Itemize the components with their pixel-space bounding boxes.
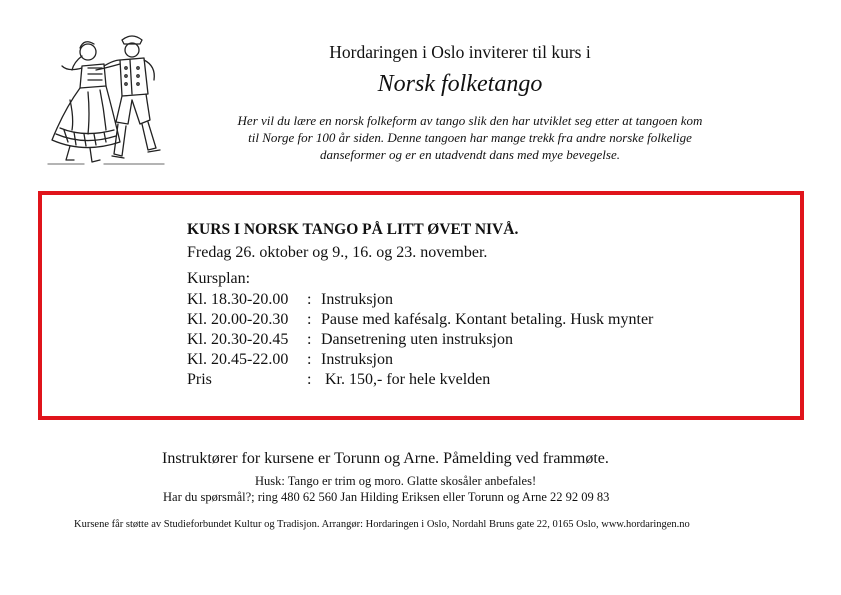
folk-dancers-icon (44, 30, 192, 172)
schedule-description: Pause med kafésalg. Kontant betaling. Husk mynter (321, 311, 654, 328)
intro-line: til Norge for 100 år siden. Denne tangoen har mange trekk fra andre norske folkelige (248, 130, 692, 145)
schedule-separator: : (307, 291, 312, 308)
invitation-line: Hordaringen i Oslo inviterer til kurs i (329, 42, 591, 62)
schedule-time: Kl. 20.30-20.45 (187, 331, 289, 348)
schedule-time: Kl. 20.00-20.30 (187, 311, 289, 328)
instructors-line: Instruktører for kursene er Torunn og Arne. Påmelding ved frammøte. (162, 450, 609, 467)
course-dates: Fredag 26. oktober og 9., 16. og 23. november. (187, 244, 488, 261)
schedule-label: Kursplan: (187, 270, 251, 287)
schedule-description: Dansetrening uten instruksjon (321, 331, 513, 348)
schedule-separator: : (307, 331, 312, 348)
price-value: Kr. 150,- for hele kvelden (321, 371, 491, 388)
schedule-list (187, 290, 653, 390)
schedule-row (187, 290, 653, 310)
price-row (187, 370, 653, 390)
course-details-box (38, 191, 804, 420)
schedule-time: Kl. 20.45-22.00 (187, 351, 289, 368)
schedule-time: Kl. 18.30-20.00 (187, 291, 289, 308)
schedule-description: Instruksjon (321, 351, 393, 368)
schedule-description: Instruksjon (321, 291, 393, 308)
price-label: Pris (187, 371, 212, 388)
schedule-row (187, 350, 653, 370)
sponsor-line: Kursene får støtte av Studieforbundet Kultur og Tradisjon. Arrangør: Hordaringen i Oslo, Nordahl Bruns gate 22, 0165 Oslo, www.hordaringen.no (74, 519, 690, 530)
intro-line: danseformer og er en utadvendt dans med mye bevegelse. (320, 147, 620, 162)
schedule-row (187, 310, 653, 330)
course-heading: KURS I NORSK TANGO PÅ LITT ØVET NIVÅ. (187, 221, 519, 238)
intro-paragraph (194, 112, 746, 163)
intro-line: Her vil du lære en norsk folkeform av tango slik den har utviklet seg etter at tangoen kom (237, 113, 703, 128)
schedule-row (187, 330, 653, 350)
schedule-separator: : (307, 351, 312, 368)
reminder-line: Husk: Tango er trim og moro. Glatte skosåler anbefales! (255, 474, 537, 488)
schedule-separator: : (307, 371, 312, 388)
course-title: Norsk folketango (377, 71, 543, 97)
contact-line: Har du spørsmål?; ring 480 62 560 Jan Hilding Eriksen eller Torunn og Arne 22 92 09 83 (163, 490, 610, 504)
schedule-separator: : (307, 311, 312, 328)
